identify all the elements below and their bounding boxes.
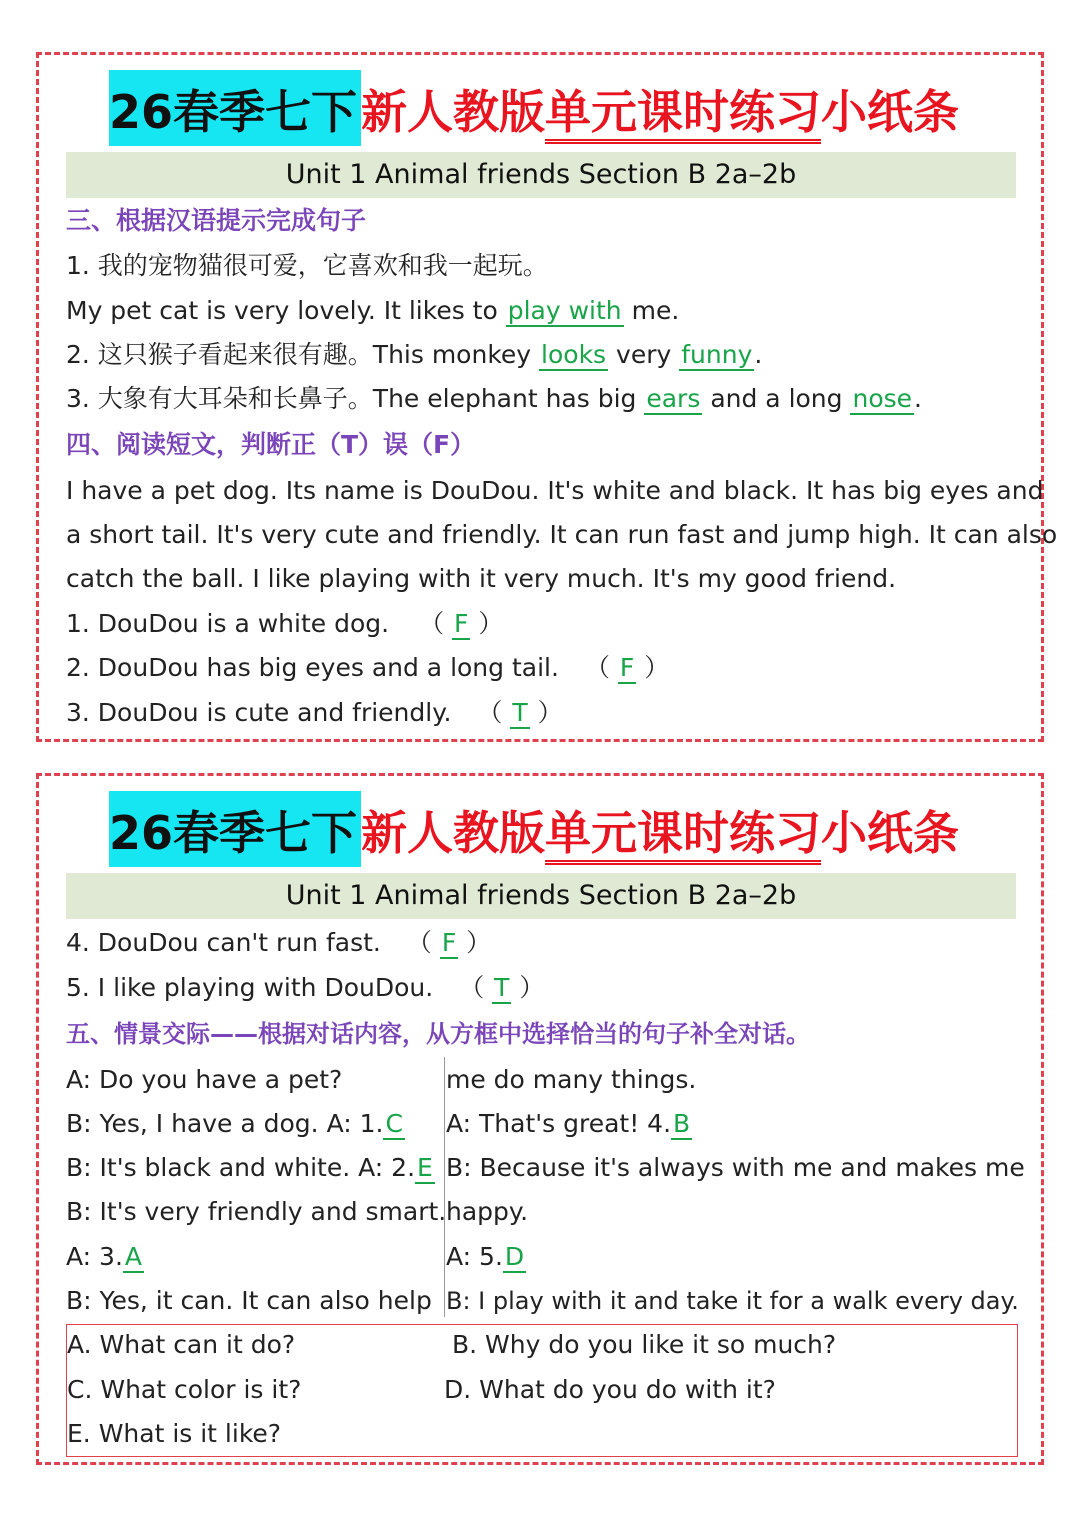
dialogue-left: B: It's very friendly and smart. [66, 1197, 447, 1226]
answer: B [673, 1109, 691, 1138]
card-title [39, 789, 1041, 871]
dialogue-right: A: That's great! 4.B [446, 1109, 691, 1138]
title-edition: 新人教版单元课时练习小纸条 [361, 797, 959, 863]
dialogue-right: B: Because it's always with me and makes me [446, 1153, 1025, 1182]
dialogue-right: happy. [446, 1197, 529, 1226]
answer: F [454, 609, 469, 638]
answer: ears [646, 384, 701, 413]
title-season: 26春季七下 [109, 85, 358, 139]
tf-item: 4. DouDou can't run fast. （ F ） [66, 928, 492, 957]
q1-chinese: 1. 我的宠物猫很可爱，它喜欢和我一起玩。 [66, 251, 548, 280]
tf-item: 5. I like playing with DouDou. （ T ） [66, 973, 545, 1002]
unit-banner: Unit 1 Animal friends Section B 2a–2b [66, 152, 1016, 198]
options-box [66, 1324, 1018, 1457]
dialogue-right: me do many things. [446, 1065, 697, 1094]
answer: C [385, 1109, 403, 1138]
answer: F [619, 653, 635, 682]
answer: nose [852, 384, 913, 413]
q2: 2. 这只猴子看起来很有趣。This monkey looks very funny. [66, 340, 763, 369]
answer: T [512, 698, 528, 727]
tf-item: 1. DouDou is a white dog. （ F ） [66, 609, 504, 638]
answer: A [124, 1242, 142, 1271]
tf-item: 3. DouDou is cute and friendly. （ T ） [66, 698, 563, 727]
passage-line: I have a pet dog. Its name is DouDou. It's white and black. It has big eyes and [66, 476, 1044, 505]
option-b: B. Why do you like it so much? [452, 1330, 837, 1359]
column-divider [444, 1057, 445, 1317]
dialogue-right: B: I play with it and take it for a walk every day. [446, 1287, 1019, 1315]
option-d: D. What do you do with it? [444, 1375, 776, 1404]
answer: E [417, 1153, 433, 1182]
dialogue-left: B: Yes, it can. It can also help [66, 1286, 432, 1315]
dialogue-left: B: It's black and white. A: 2.E [66, 1153, 433, 1182]
q3: 3. 大象有大耳朵和长鼻子。The elephant has big ears and a long nose. [66, 384, 922, 413]
title-edition: 新人教版单元课时练习小纸条 [361, 76, 959, 142]
option-c: C. What color is it? [67, 1375, 302, 1404]
option-a: A. What can it do? [67, 1330, 296, 1359]
dialogue-left: A: 3.A [66, 1242, 142, 1271]
tf-item: 2. DouDou has big eyes and a long tail. （ F ） [66, 653, 670, 682]
answer: T [494, 973, 510, 1002]
passage-line: catch the ball. I like playing with it very much. It's my good friend. [66, 564, 897, 593]
section-3-heading: 三、根据汉语提示完成句子 [66, 206, 367, 235]
dialogue-left: B: Yes, I have a dog. A: 1.C [66, 1109, 403, 1138]
q1-english: My pet cat is very lovely. It likes to play with me. [66, 296, 680, 325]
answer: looks [541, 340, 607, 369]
dialogue-left: A: Do you have a pet? [66, 1065, 343, 1094]
option-e: E. What is it like? [67, 1419, 282, 1448]
section-4-heading: 四、阅读短文，判断正（T）误（F） [66, 430, 476, 459]
dialogue-right: A: 5.D [446, 1242, 525, 1271]
answer: D [504, 1242, 525, 1271]
unit-banner: Unit 1 Animal friends Section B 2a–2b [66, 873, 1016, 919]
answer: play with [507, 296, 622, 325]
passage-line: a short tail. It's very cute and friendly. It can run fast and jump high. It can also [66, 520, 1058, 549]
card-title [39, 68, 1041, 150]
answer: funny [681, 340, 753, 369]
section-5-heading: 五、情景交际——根据对话内容，从方框中选择恰当的句子补全对话。 [66, 1020, 810, 1048]
worksheet-card-1 [36, 52, 1058, 742]
answer: F [441, 928, 457, 957]
title-season: 26春季七下 [109, 806, 358, 860]
worksheet-card-2 [36, 773, 1044, 1465]
